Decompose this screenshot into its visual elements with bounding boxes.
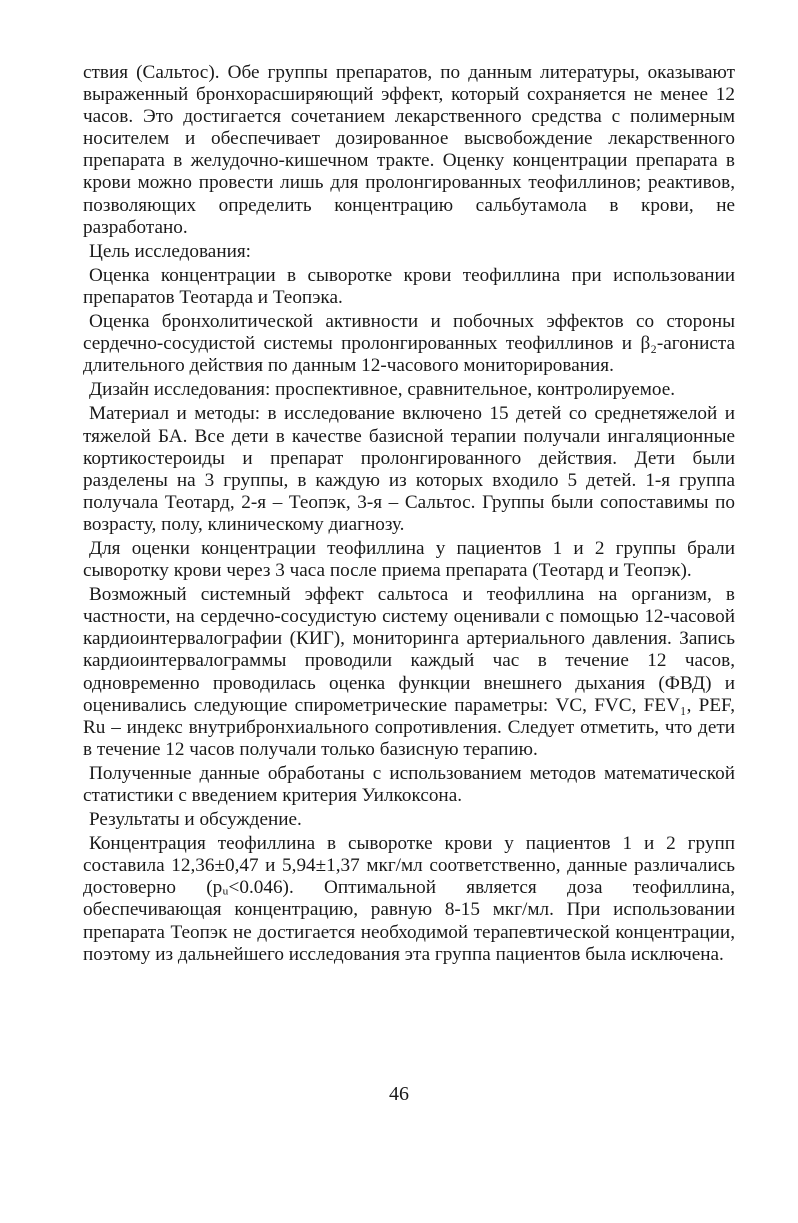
paragraph-methods: Материал и методы: в исследование включено 15 детей со среднетяжелой и тяжелой БА. Все дети в качестве базисной терапии получали ингаляционные кортикостероиды и препарат пролонгированного действия. Дети были разделены на 3 группы, в каждую из которых входило 5 детей. 1-я группа получала Теотард, 2-я – Теопэк, 3-я – Сальтос. Группы были сопоставимы по возрасту, полу, клиническому диагнозу. [83,403,735,535]
paragraph-aim-1: Оценка концентрации в сыворотке крови теофиллина при использовании препаратов Теотарда и Теопэка. [83,264,735,308]
paragraph-aim-heading: Цель исследования: [89,240,252,262]
paragraph-systemic-effect: Возможный системный эффект сальтоса и теофиллина на организм, в частности, на сердечно-сосудистую систему оценивали с помощью 12-часовой кардиоинтервалографии (КИГ), мониторинга артериального давления. Запись кардиоинтервалограммы проводили каждый час в течение 12 часов, одновременно проводилась оценка функции внешнего дыхания (ФВД) и оценивались следующие спирометрические параметры: VC, FVC, FEV₁, PEF, Ru – индекс внутрибронхиального сопротивления. Следует отметить, что дети в течение 12 часов получали только базисную терапию. [83,584,735,760]
body-text [83,62,735,968]
page-number: 46 [389,1083,409,1105]
paragraph-design: Дизайн исследования: проспективное, сравнительное, контролируемое. [89,379,676,401]
paragraph-concentration-method: Для оценки концентрации теофиллина у пациентов 1 и 2 группы брали сыворотку крови через 3 часа после приема препарата (Теотард и Теопэк). [83,537,735,582]
paragraph-continuation: ствия (Сальтос). Обе группы препаратов, по данным литературы, оказывают выраженный бронхорасширяющий эффект, который сохраняется не менее 12 часов. Это достигается сочетанием лекарственного средства с полимерным носителем и обеспечивает дозированное высвобождение лекарственного препарата в желудочно-кишечном тракте. Оценку концентрации препарата в крови можно провести лишь для пролонгированных теофиллинов; реактивов, позволяющих определить концентрацию сальбутамола в крови, не разработано. [83,62,735,238]
paragraph-statistics: Полученные данные обработаны с использованием методов математической статистики с введением критерия Уилкоксона. [83,762,735,806]
paragraph-aim-2: Оценка бронхолитической активности и побочных эффектов со стороны сердечно-сосудистой системы пролонгированных теофиллинов и β₂-агониста длительного действия по данным 12-часового мониторирования. [83,311,735,377]
paragraph-results-heading: Результаты и обсуждение. [89,809,302,831]
paragraph-results: Концентрация теофиллина в сыворотке крови у пациентов 1 и 2 групп составила 12,36±0,47 и 5,94±1,37 мкг/мл соответственно, данные различались достоверно (pᵤ<0.046). Оптимальной является доза теофиллина, обеспечивающая концентрацию, равную 8-15 мкг/мл. При использовании препарата Теопэк не достигается необходимой терапевтической концентрации, поэтому из дальнейшего исследования эта группа пациентов была исключена. [83,833,735,965]
